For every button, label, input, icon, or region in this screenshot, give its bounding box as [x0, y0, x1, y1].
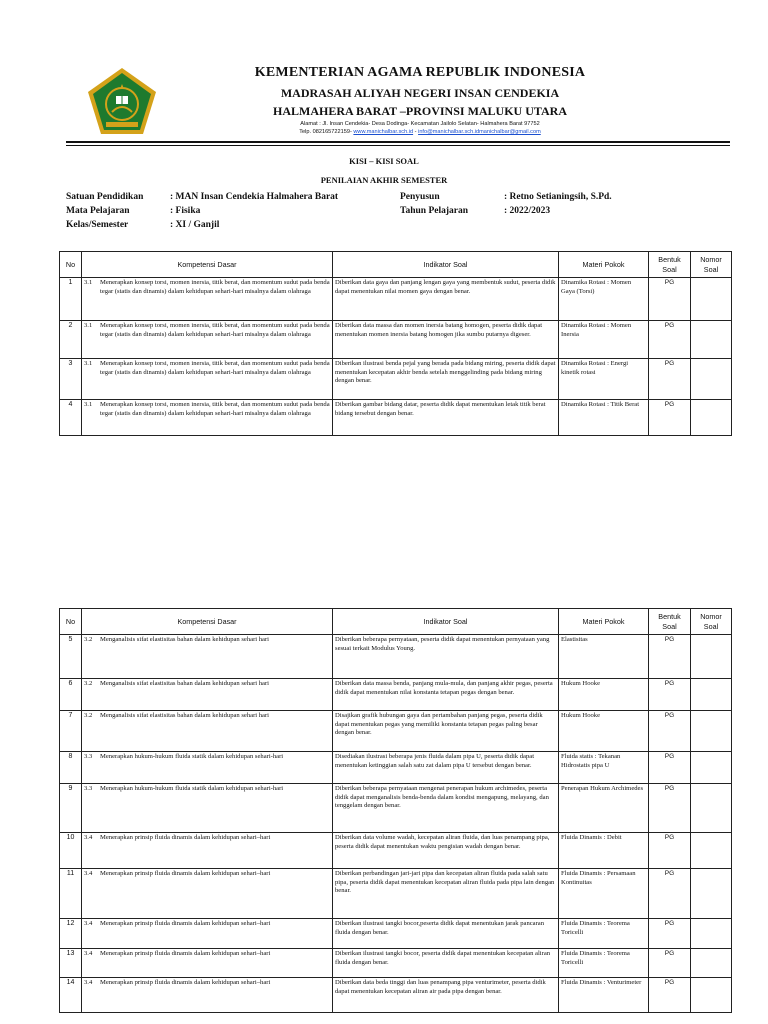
cell-nomor-soal	[691, 752, 732, 784]
cell-bentuk-soal: PG	[649, 784, 691, 833]
email-separator: -	[413, 129, 419, 135]
table-row	[60, 679, 732, 711]
table-row	[60, 359, 732, 400]
kd-code: 3.3	[84, 785, 93, 792]
cell-bentuk-soal: PG	[649, 949, 691, 978]
kisi-table-1	[59, 251, 732, 436]
school-address: Alamat : Jl. Insan Cendekia- Desa Dodinga- Kecamatan Jailolo Selatan- Halmahera Barat 97752	[300, 121, 540, 127]
cell-no: 12	[60, 919, 82, 949]
kd-code: 3.2	[84, 680, 93, 687]
cell-bentuk-soal: PG	[649, 833, 691, 869]
cell-indikator-soal: Diberikan gambar bidang datar, peserta didik dapat menentukan letak titik berat bidang tersebut dengan benar.	[333, 400, 559, 436]
cell-indikator-soal: Diberikan data beda tinggi dan luas penampang pipa venturimeter, peserta didik dapat menentukan kecepatan aliran air pada pipa dengan benar.	[333, 978, 559, 1013]
cell-materi-pokok: Fluida statis : Tekanan Hidrostatis pipa U	[559, 752, 649, 784]
kd-code: 3.2	[84, 712, 93, 719]
kd-code: 3.1	[84, 279, 93, 286]
table-row	[60, 919, 732, 949]
cell-indikator-soal: Diberikan beberapa pernyataan mengenai penerapan hukum archimedes, peserta didik dapat menganalisis benda-benda dalam kondisi mengapung, melayang, dan tenggelam dengan benar.	[333, 784, 559, 833]
table-row	[60, 400, 732, 436]
kd-text: Menerapkan prinsip fluida dinamis dalam kehidupan sehari–hari	[100, 979, 271, 986]
tahun-label: Tahun Pelajaran	[400, 206, 469, 216]
contact-phone: Telp. 082165722159-	[299, 129, 352, 135]
table-header-row	[60, 252, 732, 278]
cell-bentuk-soal: PG	[649, 359, 691, 400]
kd-code: 3.4	[84, 920, 93, 927]
cell-kompetensi-dasar	[82, 869, 333, 919]
cell-kompetensi-dasar	[82, 949, 333, 978]
cell-nomor-soal	[691, 359, 732, 400]
kd-text: Menganalisis sifat elastisitas bahan dalam kehidupan sehari hari	[100, 636, 270, 643]
cell-nomor-soal	[691, 833, 732, 869]
header-indikator-soal: Indikator Soal	[333, 252, 559, 278]
kd-code: 3.3	[84, 753, 93, 760]
ministry-name: KEMENTERIAN AGAMA REPUBLIK INDONESIA	[254, 65, 586, 80]
kd-code: 3.4	[84, 834, 93, 841]
cell-kompetensi-dasar	[82, 752, 333, 784]
cell-materi-pokok: Fluida Dinamis : Venturimeter	[559, 978, 649, 1013]
info-block-right	[400, 190, 612, 218]
header-materi-pokok: Materi Pokok	[559, 609, 649, 635]
cell-kompetensi-dasar	[82, 278, 333, 321]
table-row	[60, 784, 732, 833]
cell-no: 7	[60, 711, 82, 752]
cell-materi-pokok: Dinamika Rotasi : Energi kinetik rotasi	[559, 359, 649, 400]
header-bentuk-soal: Bentuk Soal	[649, 252, 691, 278]
header-kompetensi-dasar: Kompetensi Dasar	[82, 609, 333, 635]
cell-materi-pokok: Dinamika Rotasi : Momen Gaya (Torsi)	[559, 278, 649, 321]
table-row	[60, 278, 732, 321]
kd-code: 3.1	[84, 360, 93, 367]
kd-text: Menerapkan konsep torsi, momen inersia, titik berat, dan momentum sudut pada benda tegar (statis dan dinamis) dalam kehidupan sehari-hari misalnya dalam olahraga	[100, 279, 330, 295]
cell-kompetensi-dasar	[82, 978, 333, 1013]
cell-materi-pokok: Fluida Dinamis : Teorema Toricelli	[559, 949, 649, 978]
kd-text: Menerapkan prinsip fluida dinamis dalam kehidupan sehari–hari	[100, 834, 271, 841]
kemenag-emblem-icon	[86, 66, 158, 138]
penyusun-value: : Retno Setianingsih, S.Pd.	[504, 192, 612, 202]
cell-no: 14	[60, 978, 82, 1013]
table-row	[60, 321, 732, 359]
cell-kompetensi-dasar	[82, 711, 333, 752]
cell-kompetensi-dasar	[82, 919, 333, 949]
cell-no: 3	[60, 359, 82, 400]
letterhead-divider-thick	[66, 141, 730, 143]
cell-kompetensi-dasar	[82, 321, 333, 359]
cell-kompetensi-dasar	[82, 635, 333, 679]
cell-indikator-soal: Diberikan ilustrasi tangki bocor, peserta didik dapat menentukan kecepatan aliran fluida dengan benar.	[333, 949, 559, 978]
kd-text: Menerapkan hukum-hukum fluida statik dalam kehidupan sehari-hari	[100, 753, 284, 760]
header-no: No	[60, 252, 82, 278]
cell-no: 4	[60, 400, 82, 436]
cell-nomor-soal	[691, 321, 732, 359]
website-link[interactable]: www.manichalbar.sch.id	[353, 129, 414, 135]
cell-indikator-soal: Diberikan data massa dan momen inersia batang homogen, peserta didik dapat menentukan momen inersia batang homogen jika sumbu putarnya digeser.	[333, 321, 559, 359]
kd-code: 3.1	[84, 401, 93, 408]
table-2-body	[60, 635, 732, 1013]
cell-materi-pokok: Dinamika Rotasi : Momen Inersia	[559, 321, 649, 359]
penyusun-label: Penyusun	[400, 192, 440, 202]
cell-indikator-soal: Diberikan beberapa pernyataan, peserta didik dapat menentukan pernyataan yang sesuai terkait Modulus Young.	[333, 635, 559, 679]
school-region: HALMAHERA BARAT –PROVINSI MALUKU UTARA	[272, 104, 568, 118]
school-name: MADRASAH ALIYAH NEGERI INSAN CENDEKIA	[280, 86, 560, 100]
cell-materi-pokok: Fluida Dinamis : Persamaan Kontinuitas	[559, 869, 649, 919]
cell-nomor-soal	[691, 784, 732, 833]
kd-code: 3.1	[84, 322, 93, 329]
cell-nomor-soal	[691, 278, 732, 321]
cell-nomor-soal	[691, 679, 732, 711]
cell-no: 8	[60, 752, 82, 784]
satuan-value: : MAN Insan Cendekia Halmahera Barat	[170, 192, 339, 202]
cell-no: 5	[60, 635, 82, 679]
cell-no: 6	[60, 679, 82, 711]
cell-nomor-soal	[691, 949, 732, 978]
cell-nomor-soal	[691, 869, 732, 919]
cell-bentuk-soal: PG	[649, 869, 691, 919]
header-indikator-soal: Indikator Soal	[333, 609, 559, 635]
cell-no: 10	[60, 833, 82, 869]
cell-indikator-soal: Diberikan ilustrasi tangki bocor,peserta didik dapat menentukan jarak pancaran fluida dengan benar.	[333, 919, 559, 949]
header-nomor-soal: Nomor Soal	[691, 609, 732, 635]
kd-text: Menerapkan konsep torsi, momen inersia, titik berat, dan momentum sudut pada benda tegar (statis dan dinamis) dalam kehidupan sehari-hari misalnya dalam olahraga	[100, 322, 330, 338]
cell-bentuk-soal: PG	[649, 679, 691, 711]
cell-no: 1	[60, 278, 82, 321]
cell-bentuk-soal: PG	[649, 919, 691, 949]
kd-text: Menerapkan prinsip fluida dinamis dalam kehidupan sehari–hari	[100, 920, 271, 927]
table-row	[60, 752, 732, 784]
cell-bentuk-soal: PG	[649, 400, 691, 436]
cell-nomor-soal	[691, 919, 732, 949]
kd-code: 3.4	[84, 979, 93, 986]
header-materi-pokok: Materi Pokok	[559, 252, 649, 278]
cell-no: 13	[60, 949, 82, 978]
table-row	[60, 635, 732, 679]
table-row	[60, 949, 732, 978]
cell-nomor-soal	[691, 635, 732, 679]
email-link-gmail[interactable]: manichalbar@gmail.com	[479, 129, 541, 135]
table-row	[60, 711, 732, 752]
school-contact	[170, 128, 670, 136]
cell-bentuk-soal: PG	[649, 752, 691, 784]
cell-nomor-soal	[691, 711, 732, 752]
cell-materi-pokok: Fluida Dinamis : Debit	[559, 833, 649, 869]
cell-nomor-soal	[691, 978, 732, 1013]
header-nomor-soal: Nomor Soal	[691, 252, 732, 278]
cell-no: 9	[60, 784, 82, 833]
cell-kompetensi-dasar	[82, 833, 333, 869]
kd-code: 3.2	[84, 636, 93, 643]
satuan-label: Satuan Pendidikan	[66, 192, 144, 202]
cell-indikator-soal: Diberikan data volume wadah, kecepatan aliran fluida, dan luas penampang pipa, peserta didik dapat menentukan waktu pengisian wadah dengan benar.	[333, 833, 559, 869]
table-row	[60, 978, 732, 1013]
cell-kompetensi-dasar	[82, 359, 333, 400]
email-link-info[interactable]: info@manichalbar.sch.id	[418, 129, 480, 135]
table-1-body	[60, 278, 732, 436]
header-kompetensi-dasar: Kompetensi Dasar	[82, 252, 333, 278]
cell-no: 2	[60, 321, 82, 359]
cell-kompetensi-dasar	[82, 784, 333, 833]
header-bentuk-soal: Bentuk Soal	[649, 609, 691, 635]
kelas-value: : XI / Ganjil	[170, 220, 220, 230]
cell-materi-pokok: Hukum Hooke	[559, 711, 649, 752]
cell-indikator-soal: Disediakan ilustrasi beberapa jenis fluida dalam pipa U, peserta didik dapat menentukan ketinggian salah satu zat dalam pipa U tersebut dengan benar.	[333, 752, 559, 784]
cell-materi-pokok: Fluida Dinamis : Teorema Toricelli	[559, 919, 649, 949]
cell-no: 11	[60, 869, 82, 919]
document-subtitle: PENILAIAN AKHIR SEMESTER	[320, 175, 448, 185]
cell-bentuk-soal: PG	[649, 711, 691, 752]
header-no: No	[60, 609, 82, 635]
kisi-table-2	[59, 608, 732, 1013]
mapel-label: Mata Pelajaran	[66, 206, 130, 216]
info-block-left	[66, 190, 338, 232]
kd-text: Menganalisis sifat elastisitas bahan dalam kehidupan sehari hari	[100, 680, 270, 687]
table-row	[60, 869, 732, 919]
cell-materi-pokok: Dinamika Rotasi : Titik Berat	[559, 400, 649, 436]
document-title: KISI – KISI SOAL	[349, 156, 419, 166]
kd-code: 3.4	[84, 870, 93, 877]
table-header-row	[60, 609, 732, 635]
cell-indikator-soal: Diberikan data massa benda, panjang mula-mula, dan panjang akhir pegas, peserta didik dapat menentukan nilai konstanta tetapan pegas dengan benar.	[333, 679, 559, 711]
kd-text: Menerapkan hukum-hukum fluida statik dalam kehidupan sehari-hari	[100, 785, 284, 792]
kelas-label: Kelas/Semester	[66, 220, 129, 230]
letterhead	[170, 62, 670, 136]
kd-text: Menerapkan konsep torsi, momen inersia, titik berat, dan momentum sudut pada benda tegar (statis dan dinamis) dalam kehidupan sehari-hari misalnya dalam olahraga	[100, 401, 330, 417]
cell-materi-pokok: Hukum Hooke	[559, 679, 649, 711]
letterhead-divider-thin	[66, 145, 730, 146]
cell-bentuk-soal: PG	[649, 635, 691, 679]
cell-nomor-soal	[691, 400, 732, 436]
cell-bentuk-soal: PG	[649, 278, 691, 321]
cell-bentuk-soal: PG	[649, 978, 691, 1013]
mapel-value: : Fisika	[170, 206, 201, 216]
cell-bentuk-soal: PG	[649, 321, 691, 359]
kd-text: Menganalisis sifat elastisitas bahan dalam kehidupan sehari hari	[100, 712, 270, 719]
cell-materi-pokok: Penerapan Hukum Archimedes	[559, 784, 649, 833]
cell-indikator-soal: Disajikan grafik hubungan gaya dan pertambahan panjang pegas, peserta didik dapat menentukan pegas yang memiliki konstanta tetapan pegas paling besar dengan benar.	[333, 711, 559, 752]
cell-kompetensi-dasar	[82, 679, 333, 711]
cell-indikator-soal: Diberikan data gaya dan panjang lengan gaya yang membentuk sudut, peserta didik dapat menentukan nilai momen gaya dengan benar.	[333, 278, 559, 321]
kd-text: Menerapkan prinsip fluida dinamis dalam kehidupan sehari–hari	[100, 950, 271, 957]
kd-code: 3.4	[84, 950, 93, 957]
cell-kompetensi-dasar	[82, 400, 333, 436]
cell-indikator-soal: Diberikan perbandingan jari-jari pipa dan kecepatan aliran fluida pada salah satu pipa, peserta didik dapat menentukan kecepatan aliran fluida pada pipa lain dengan benar.	[333, 869, 559, 919]
kd-text: Menerapkan konsep torsi, momen inersia, titik berat, dan momentum sudut pada benda tegar (statis dan dinamis) dalam kehidupan sehari-hari misalnya dalam olahraga	[100, 360, 330, 376]
cell-indikator-soal: Diberikan ilustrasi benda pejal yang berada pada bidang miring, peserta didik dapat menentukan kecepatan akhir benda setelah menggelinding pada bidang miring dengan benar.	[333, 359, 559, 400]
tahun-value: : 2022/2023	[504, 206, 551, 216]
cell-materi-pokok: Elastisitas	[559, 635, 649, 679]
table-row	[60, 833, 732, 869]
kd-text: Menerapkan prinsip fluida dinamis dalam kehidupan sehari–hari	[100, 870, 271, 877]
